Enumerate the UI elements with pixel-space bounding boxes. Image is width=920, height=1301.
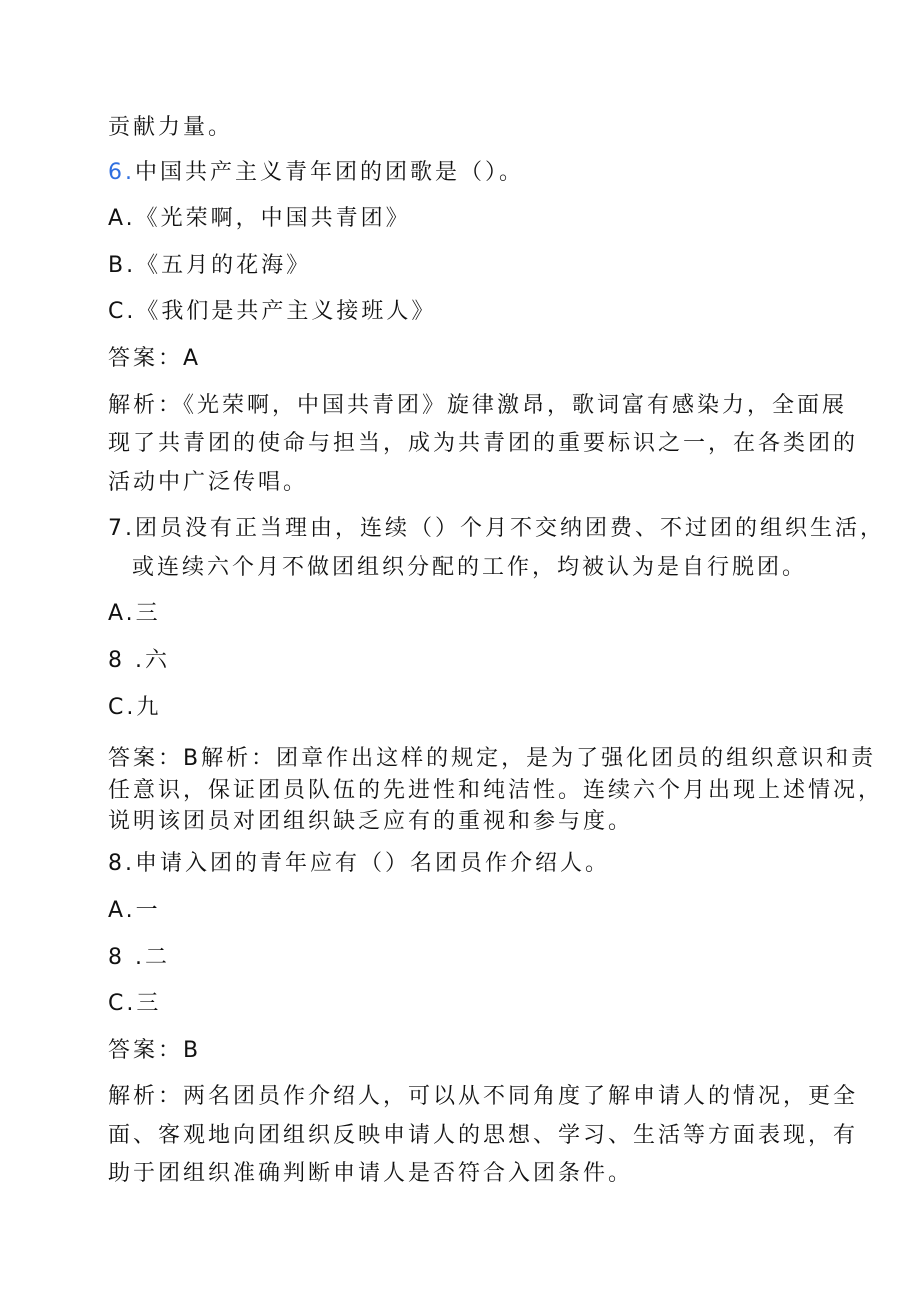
text-line: 贡献力量。 (108, 115, 234, 140)
option-c: C.三 (108, 991, 162, 1016)
answer: 答案：B (108, 1038, 202, 1063)
option-c: C.《我们是共产主义接班人》 (108, 299, 437, 324)
answer-analysis-line: 任意识，保证团员队伍的先进性和纯洁性。连续六个月出现上述情况， (108, 778, 884, 803)
answer: 答案：A (108, 346, 202, 371)
option-a: A.《光荣啊，中国共青团》 (108, 206, 411, 231)
analysis-line: 助于团组织准确判断申请人是否符合入团条件。 (108, 1161, 634, 1186)
option-b: B.《五月的花海》 (108, 253, 312, 278)
analysis-line: 活动中广泛传唱。 (108, 470, 309, 495)
answer-analysis-line: 说明该团员对团组织缺乏应有的重视和参与度。 (108, 809, 634, 834)
question-7: 7.团员没有正当理由，连续（）个月不交纳团费、不过团的组织生活， (108, 516, 885, 541)
option-b: 8 .二 (108, 945, 170, 970)
option-c: C.九 (108, 695, 162, 720)
question-text: 中国共产主义青年团的团歌是（）。 (135, 160, 525, 185)
question-number: 6. (108, 160, 135, 185)
question-7-continued: 或连续六个月不做团组织分配的工作，均被认为是自行脱团。 (132, 555, 808, 580)
question-8: 8.申请入团的青年应有（）名团员作介绍人。 (108, 851, 610, 876)
question-6 (108, 158, 524, 188)
option-a: A.一 (108, 898, 161, 923)
option-b: 8 .六 (108, 648, 170, 673)
option-a: A.三 (108, 601, 161, 626)
analysis-line: 解析：《光荣啊，中国共青团》旋律激昂，歌词富有感染力，全面展 (108, 393, 848, 418)
analysis-line: 面、客观地向团组织反映申请人的思想、学习、生活等方面表现，有 (108, 1123, 859, 1148)
analysis-line: 解析：两名团员作介绍人，可以从不同角度了解申请人的情况，更全 (108, 1084, 859, 1109)
answer-analysis-line: 答案：B解析：团章作出这样的规定，是为了强化团员的组织意识和责 (108, 746, 877, 771)
analysis-line: 现了共青团的使命与担当，成为共青团的重要标识之一，在各类团的 (108, 431, 859, 456)
